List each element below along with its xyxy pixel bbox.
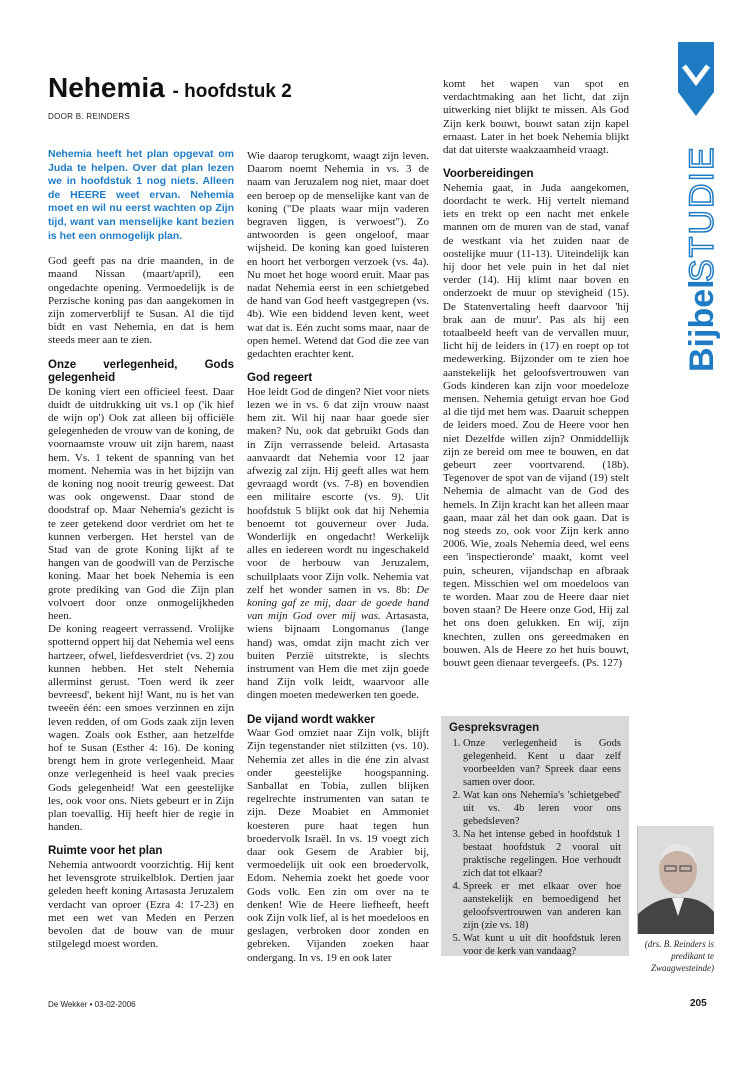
column-1 [48,148,234,951]
paragraph: Nehemia gaat, in Juda aangekomen, doordacht te werk. Hij vertelt niemand iets en trekt op een nacht met enkele mannen om de muren van de stad, vanaf de westkant via het zuiden naar de oostelijke muur (11-13). Uiteindelijk kan hij door het vele puin in het dal niet verder (14). Hij klimt naar boven en onderzoekt de muur op stevigheid (15). De Statenvertaling heeft daarvoor 'hij brak aan de muur'. Pas als hij een totaalbeeld heeft van de vervallen muur, licht hij de leiders in (17) en roept op tot medewerking. Bijzonder om te zien hoe aanstekelijk het geloofsvertrouwen van Gods kinderen kan zijn voor moedeloze mensen. Nehemia getuigt ervan hoe God al die tijd met hem was. Daaruit scheppen de leiders moed. Zou de Heere voor hen niet Dezelfde willen zijn? Onmiddellijk zijn ze bereid om mee te bouwen, en dat gebeurt zeer voortvarend. (18b). Tegenover de spot van de vijand (19) stelt Nehemia de almacht van de God des hemels. In Zijn kracht kan het alleen maar gaan, maar zàl het dan ook gaan. Dat is nog steeds zo, ook voor Zijn kerk anno 2006. Wie, zoals Nehemia deed, wel eens een 'inspectieronde' maakt, komt veel puin, scheuren, vijandschap en afbraak tegen. Misschien wel om moedeloos van te worden. Maar zou de Heere daar niet boven staan? De Heere onze God, Hij zal het ons doen gelukken. En wij, zijn knechten, zullen ons gereedmaken en bouwen. Als de Heere zo het huis bouwt, bouwt geen dienaar tevergeefs. (Ps. 127) [443,181,629,670]
footer-publication: De Wekker • 03-02-2006 [48,1000,136,1009]
paragraph-text: Hoe leidt God de dingen? Niet voor niets lezen we in vs. 6 dat zijn vrouw naast hem zit. Wil hij naar haar goede sier maken? Nu, ook dat gebruikt Gods dan in Zijn verrassende beleid. Artasasta aanvaardt dat Nehemia voor 12 jaar afwezig zal zijn. Hij geeft alles wat hem gevraagd wordt (vs. 7-8) en bovendien een militaire escorte (vs. 9). Uit hoofdstuk 5 blijkt ook dat hij Nehemia benoemt tot gouverneur over Juda. Wonderlijk en ongedacht! Werkelijk alles en iedereen wordt nu ingeschakeld voor de herbouw van Jeruzalem, schuilplaats voor Zijn volk. Nehemia vat zelf het wonder samen in vs. 8b: [247,385,429,596]
question-item: 5. Wat kunt u uit dit hoofdstuk leren voor de kerk van vandaag? [463,932,621,958]
section-heading: Onze verlegenheid, Gods gelegenheid [48,358,234,385]
section-heading: Voorbereidingen [443,168,534,181]
paragraph-text: Artasasta, wiens bijnaam Longomanus (lange hand) was, omdat zijn macht zich ver buiten Perzië uitstrekte, is slechts instrument van Hem die met zijn goede hand Zijn volk leidt, waarvoor alle dingen moeten medewerken ten goede. [247,610,429,702]
question-item: 2. Wat kan ons Nehemia's 'schietgebed' uit vs. 4b leren voor ons gebedsleven? [463,789,621,828]
section-heading: Ruimte voor het plan [48,845,163,858]
section-heading: De vijand wordt wakker [247,713,375,726]
box-title: Gespreksvragen [449,722,540,734]
bible-quote: De koning gaf ze mij, daar de goede hand van mijn God over mij was. [247,583,429,623]
paragraph: De koning viert een officieel feest. Daar duidt de uitdrukking uit vs.1 op ('ik hief de wijn op') Ook zat alleen bij officiële gelegenheden de vrouw van de koning, de voornaamste vrouw uit zijn harem, naast hem. Vs. 1 tekent de spanning van het moment. Nehemia was in het bijzijn van de koning nog nooit treurig geweest. Dat was ook ongewenst. Daar stond de doodstraf op. Maar Nehemia's gezicht is te zeer getekend door verdriet om het te kunnen verbergen. Het herstel van de Stad van de grote Koning lijkt af te hangen van de goodwill van de Perzische koning. Maar het boek Nehemia is een grote prediking van God die Zijn plan volvoert door onze onmogelijkheden heen. [48,385,234,623]
brand-word-bijbel: Bijbel [683,279,720,372]
paragraph: Wie daarop terugkomt, waagt zijn leven. Daarom noemt Nehemia in vs. 3 de naam van Jeruzalem nog niet, maar doet een beroep op de menselijke kant van de koning ("De plaats waar mijn vaderen begraven liggen, is verwoest"). Zo antwoorden is geen ongeloof, maar wijsheid. De koning kan goed luisteren en hoort het verborgen verzoek (vs. 4a). Nu moet het hoge woord eruit. Maar pas nadat Nehemia eerst in een schietgebed de hand van God heeft vastgegrepen (vs. 4b). Wie een biddend leven kent, weet wat dat is. Eén zucht soms maar, naar de open hemel. Wetend dat God die zee van gedachten erachter kent. [247,150,429,361]
brand-word-studie: STUDIE [683,145,720,282]
paragraph [247,386,429,703]
question-item: 4. Spreek er met elkaar over hoe aanstekelijk en bemoedigend het geloofsvertrouwen van anderen kan zijn (zie vs. 18) [463,880,621,932]
intro-text: Nehemia heeft het plan opgevat om Juda te helpen. Over dat plan lezen we in hoofdstuk 1 nog niets. Alleen de HEERE weet ervan. Nehemia moet en wil nu eerst wachten op Zijn tijd, want van menselijke kant bezien is het een onmogelijk plan. [48,148,234,242]
title-subtitle: - hoofdstuk 2 [172,81,292,102]
page-title [48,72,292,104]
paragraph: De koning reageert verrassend. Vrolijke spotternd oppert hij dat Nehemia wel eens hartzeer, ofwel, liefdesverdriet (vs. 2) zou kunnen hebben. Het stelt Nehemia allerminst gerust. 'Toen werd ik zeer bevreesd', bekent hij! Want, nu is het van tweeën één: een smoes verzinnen en zijn leven redden, of om Gods zaak zijn leven wagen. Zoals ook Esther, aan hetzelfde hof te Susan (Esther 4: 16). De koning brengt hem in grote verlegenheid. Maar onze verlegenheid is heel vaak precies Gods gelegenheid! Wat een geestelijke les, ook voor ons. Niets gebeurt er in Zijn plan toevallig. Hij heeft hier de regie in handen. [48,623,234,834]
bijbelstudie-logo [660,32,720,372]
column-2 [247,150,429,965]
column-3 [443,78,629,670]
paragraph: God geeft pas na drie maanden, in de maand Nissan (maart/april), een ongedachte opening. Vermoedelijk is de Perzische koning pas dan aangekomen in zijn zomerverblijf te Susan. Al die tijd bidt en vast Nehemia, en dat is hem steeds meer aan te zien. [48,255,234,347]
photo-caption: (drs. B. Reinders is predikant te Zwaagwesteinde) [644,939,714,973]
paragraph: Nehemia antwoordt voorzichtig. Hij kent het levensgrote struikelblok. Dertien jaar geleden heeft koning Artasasta Jeruzalem verdacht van oproer (Ezra 4: 17-23) en met een wet van Meden en Perzen bevolen dat de bouw van de muur stilgelegd moest worden. [48,858,234,951]
discussion-questions-box [441,716,629,956]
question-item: 1. Onze verlegenheid is Gods gelegenheid. Kent u daar zelf voorbeelden van? Spreek daar eens samen over door. [463,737,621,789]
questions-list [449,737,621,958]
portrait-icon [638,826,714,934]
byline: DOOR B. REINDERS [48,112,131,121]
title-main: Nehemia [48,72,165,103]
section-heading: God regeert [247,372,313,385]
author-photo [637,826,714,934]
question-item: 3. Na het intense gebed in hoofdstuk 1 bestaat hoofdstuk 2 vooral uit praktische regelingen. Hoe verhoudt zich dat tot elkaar? [463,828,621,880]
paragraph: komt het wapen van spot en verdachtmaking aan het licht, dat zijn uitwerking niet blijkt te missen. Als God Zijn kerk bouwt, bouwt satan zijn kapel ernaast. Later in het boek Nehemia blijkt dat dat uiterste waakzaamheid vraagt. [443,78,629,157]
page-number: 205 [690,998,707,1009]
paragraph: Waar God omziet naar Zijn volk, blijft Zijn tegenstander niet stilzitten (vs. 10). Nehemia zet alles in die éne zin alvast onder geestelijke hoogspanning. Sanballat en Tobia, zullen blijken regelrechte instrumenten van satan te zijn. Deze Moabiet en Ammoniet koesteren pure haat tegen hun broedervolk Israël. In vs. 19 voegt zich daar ook Gesem de Arabier bij, vermoedelijk uit ook een broedervolk, Edom. Nehemia zoekt het goede voor Gods volk. Een zin om over na te denken! Wie de Heere liefheeft, heeft ook Zijn volk lief, al is het moedeloos en geslagen, verbroken door zonden en gebreken. Vijanden zoeken haar ondergang. In vs. 19 en ook later [247,727,429,964]
